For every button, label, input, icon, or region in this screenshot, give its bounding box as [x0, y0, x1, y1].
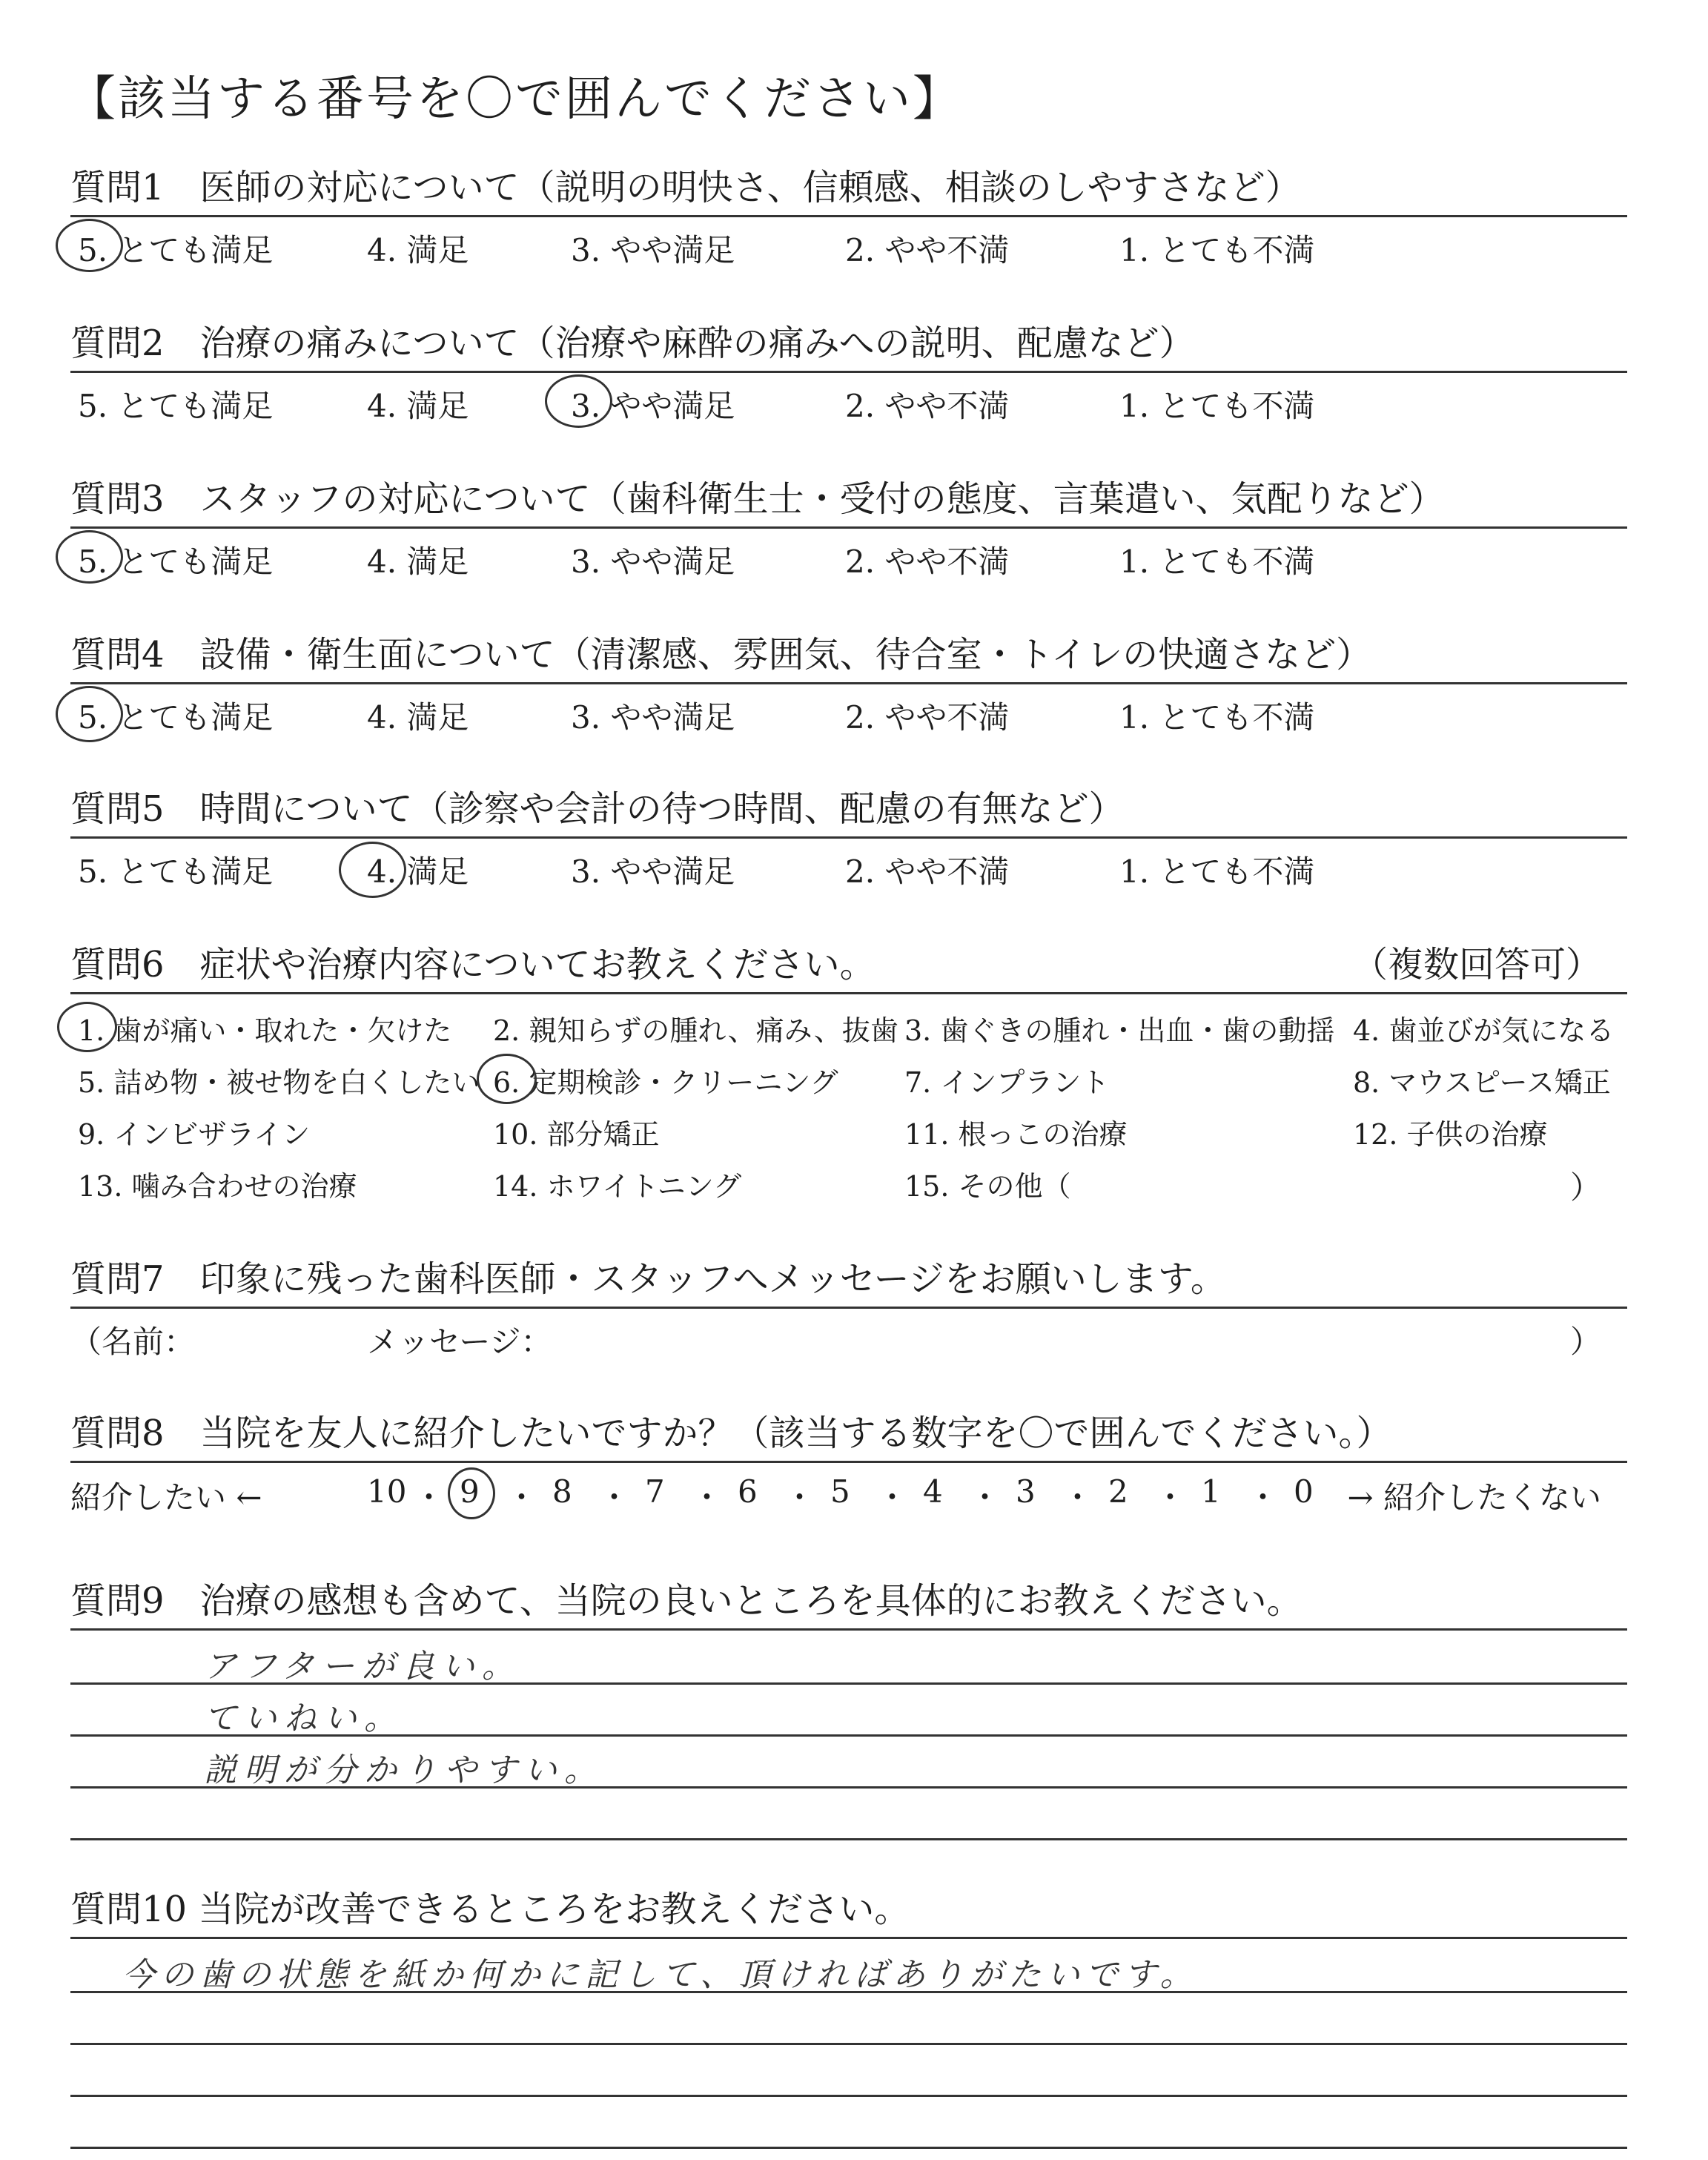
- question-title: 質問2 治療の痛みについて（治療や麻酔の痛みへの説明、配慮など）: [70, 317, 1627, 373]
- answer-line: [70, 1838, 1627, 1840]
- option-2[interactable]: 2. やや不満: [845, 544, 1010, 580]
- option-1[interactable]: 1. とても不満: [1119, 388, 1315, 424]
- scale-value-2[interactable]: 2: [1108, 1473, 1128, 1510]
- name-label: （名前：: [70, 1324, 196, 1360]
- option-3[interactable]: 3. やや満足: [571, 544, 735, 580]
- question-3: [70, 473, 1627, 582]
- rating-options: [70, 684, 1627, 738]
- scale-separator: ・: [598, 1479, 630, 1516]
- question-title: 質問9 治療の感想も含めて、当院の良いところを具体的にお教えください。: [70, 1575, 1627, 1631]
- option-5[interactable]: 5. とても満足: [78, 853, 274, 890]
- question-1: [70, 162, 1627, 271]
- answer-line: [70, 2043, 1627, 2045]
- scale-value-7[interactable]: 7: [645, 1473, 665, 1510]
- scale-separator: ・: [506, 1479, 537, 1516]
- option-5[interactable]: 5. とても満足: [78, 388, 274, 424]
- scale-value-4[interactable]: 4: [923, 1473, 943, 1510]
- rating-options: [70, 529, 1627, 582]
- question-7: [70, 1253, 1627, 1361]
- recommend-label: 紹介したい ←: [70, 1479, 262, 1516]
- scale-separator: ・: [1247, 1479, 1279, 1516]
- question-title: 質問3 スタッフの対応について（歯科衛生士・受付の態度、言葉遣い、気配りなど）: [70, 473, 1627, 529]
- question-title-text: 質問6 症状や治療内容についてお教えください。: [70, 944, 875, 985]
- option-2[interactable]: 2. やや不満: [845, 232, 1010, 268]
- message-label: メッセージ：: [367, 1324, 552, 1360]
- symptom-option-8[interactable]: 8. マウスピース矯正: [1353, 1066, 1611, 1099]
- option-4[interactable]: 4. 満足: [367, 699, 469, 736]
- option-5[interactable]: 5. とても満足: [78, 699, 274, 736]
- option-5[interactable]: 5. とても満足: [78, 544, 274, 580]
- question-5: [70, 783, 1627, 892]
- recommend-scale: [70, 1463, 1627, 1522]
- scale-value-1[interactable]: 1: [1201, 1473, 1221, 1510]
- question-8: [70, 1407, 1627, 1522]
- scale-value-9[interactable]: 9: [460, 1473, 480, 1510]
- symptom-option-3[interactable]: 3. 歯ぐきの腫れ・出血・歯の動揺: [904, 1014, 1335, 1047]
- option-2[interactable]: 2. やや不満: [845, 388, 1010, 424]
- symptom-option-10[interactable]: 10. 部分矯正: [493, 1118, 660, 1151]
- question-9: [70, 1575, 1627, 1853]
- scale-value-10[interactable]: 10: [367, 1473, 407, 1510]
- scale-value-0[interactable]: 0: [1294, 1473, 1314, 1510]
- scale-separator: ・: [691, 1479, 723, 1516]
- close-paren: ）: [1569, 1169, 1601, 1206]
- option-1[interactable]: 1. とても不満: [1119, 232, 1315, 268]
- answer-lines: [70, 1939, 1627, 2154]
- option-1[interactable]: 1. とても不満: [1119, 544, 1315, 580]
- scale-value-6[interactable]: 6: [738, 1473, 758, 1510]
- question-title: 質問5 時間について（診察や会計の待つ時間、配慮の有無など）: [70, 783, 1627, 839]
- option-3[interactable]: 3. やや満足: [571, 388, 735, 424]
- page-title: 【該当する番号を〇で囲んでください】: [68, 72, 962, 127]
- handwritten-answer: ていねい。: [204, 1700, 404, 1737]
- question-title: [70, 939, 1627, 994]
- not-recommend-label: → 紹介したくない: [1347, 1479, 1601, 1516]
- scale-separator: ・: [1154, 1479, 1186, 1516]
- symptom-option-11[interactable]: 11. 根っこの治療: [904, 1118, 1128, 1151]
- rating-options: [70, 217, 1627, 271]
- question-6: [70, 939, 1627, 1209]
- question-4: [70, 629, 1627, 738]
- handwritten-answer: アフターが良い。: [204, 1648, 522, 1685]
- question-title: 質問4 設備・衛生面について（清潔感、雰囲気、待合室・トイレの快適さなど）: [70, 629, 1627, 684]
- option-3[interactable]: 3. やや満足: [571, 699, 735, 736]
- scale-separator: ・: [413, 1479, 445, 1516]
- scale-separator: ・: [1062, 1479, 1093, 1516]
- handwritten-answer: 今の歯の状態を紙か何かに記して、頂ければありがたいです。: [122, 1956, 1199, 1994]
- option-2[interactable]: 2. やや不満: [845, 853, 1010, 890]
- symptom-option-9[interactable]: 9. インビザライン: [78, 1118, 311, 1151]
- symptom-option-4[interactable]: 4. 歯並びが気になる: [1353, 1014, 1615, 1047]
- close-paren: ）: [1569, 1324, 1601, 1360]
- option-4[interactable]: 4. 満足: [367, 232, 469, 268]
- symptom-option-14[interactable]: 14. ホワイトニング: [493, 1170, 742, 1203]
- option-1[interactable]: 1. とても不満: [1119, 699, 1315, 736]
- handwritten-answer: 説明が分かりやすい。: [204, 1751, 604, 1789]
- option-4[interactable]: 4. 満足: [367, 544, 469, 580]
- symptom-options: [70, 994, 1627, 1209]
- symptom-option-7[interactable]: 7. インプラント: [904, 1066, 1110, 1099]
- symptom-option-2[interactable]: 2. 親知らずの腫れ、痛み、抜歯: [493, 1014, 898, 1047]
- symptom-option-13[interactable]: 13. 噛み合わせの治療: [78, 1170, 357, 1203]
- scale-value-3[interactable]: 3: [1016, 1473, 1036, 1510]
- scale-separator: ・: [876, 1479, 908, 1516]
- scale-separator: ・: [784, 1479, 815, 1516]
- scale-separator: ・: [969, 1479, 1001, 1516]
- scale-value-8[interactable]: 8: [552, 1473, 572, 1510]
- option-3[interactable]: 3. やや満足: [571, 232, 735, 268]
- scale-value-5[interactable]: 5: [830, 1473, 850, 1510]
- question-title: 質問8 当院を友人に紹介したいですか？（該当する数字を〇で囲んでください。）: [70, 1407, 1627, 1463]
- answer-line: [70, 2095, 1627, 2097]
- question-title: 質問1 医師の対応について（説明の明快さ、信頼感、相談のしやすさなど）: [70, 162, 1627, 217]
- question-title: 質問7 印象に残った歯科医師・スタッフへメッセージをお願いします。: [70, 1253, 1627, 1309]
- symptom-option-6[interactable]: 6. 定期検診・クリーニング: [493, 1066, 838, 1099]
- rating-options: [70, 373, 1627, 426]
- option-1[interactable]: 1. とても不満: [1119, 853, 1315, 890]
- option-5[interactable]: 5. とても満足: [78, 232, 274, 268]
- symptom-option-12[interactable]: 12. 子供の治療: [1353, 1118, 1548, 1151]
- question-10: [70, 1883, 1627, 2154]
- multiple-answer-note: （複数回答可）: [1351, 944, 1601, 985]
- question-2: [70, 317, 1627, 426]
- symptom-option-5[interactable]: 5. 詰め物・被せ物を白くしたい: [78, 1066, 480, 1099]
- symptom-option-1[interactable]: 1. 歯が痛い・取れた・欠けた: [78, 1014, 452, 1047]
- symptom-option-15[interactable]: 15. その他（: [904, 1170, 1071, 1203]
- answer-lines: [70, 1631, 1627, 1853]
- option-4[interactable]: 4. 満足: [367, 388, 469, 424]
- option-2[interactable]: 2. やや不満: [845, 699, 1010, 736]
- question-title: 質問10 当院が改善できるところをお教えください。: [70, 1883, 1627, 1939]
- option-4[interactable]: 4. 満足: [367, 853, 469, 890]
- message-row: [70, 1309, 1627, 1361]
- answer-line: [70, 2147, 1627, 2149]
- rating-options: [70, 839, 1627, 892]
- option-3[interactable]: 3. やや満足: [571, 853, 735, 890]
